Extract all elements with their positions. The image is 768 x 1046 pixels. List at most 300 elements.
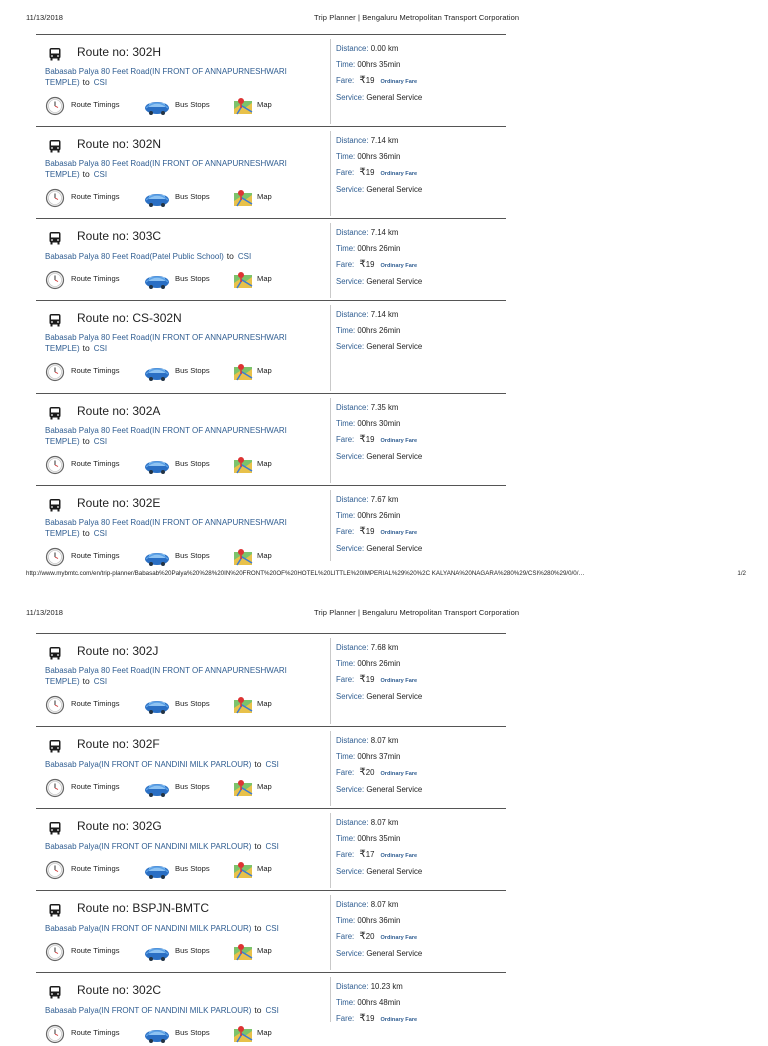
bus-icon (48, 498, 62, 512)
fare-value: 19 (365, 259, 375, 269)
distance-label: Distance: (336, 643, 369, 652)
map-label: Map (257, 366, 272, 375)
fare-type: Ordinary Fare (380, 78, 418, 85)
time-row (336, 149, 504, 165)
bus-stops-label: Bus Stops (175, 551, 210, 560)
service-value: General Service (366, 341, 423, 351)
time-row (336, 241, 504, 257)
fare-label: Fare: (336, 434, 355, 444)
route-details (336, 897, 504, 962)
fare-type: Ordinary Fare (380, 852, 418, 859)
bus-icon (48, 231, 62, 245)
distance-label: Distance: (336, 136, 369, 145)
rupee-symbol: ₹ (359, 1012, 366, 1024)
distance-row (336, 492, 504, 508)
route-description (45, 666, 335, 687)
service-row (336, 946, 504, 962)
service-label: Service: (336, 949, 365, 959)
route-details (336, 492, 504, 557)
route-number: Route no: 303C (77, 229, 162, 243)
fare-row (336, 165, 504, 183)
service-label: Service: (336, 277, 365, 287)
map-label: Map (257, 192, 272, 201)
distance-row (336, 133, 504, 149)
distance-value: 10.23 km (370, 982, 403, 991)
clock-icon (45, 695, 65, 717)
distance-value: 8.07 km (370, 900, 399, 909)
origin-stop[interactable]: Babasab Palya 80 Feet Road(Patel Public School) (45, 252, 224, 261)
bus-stop-icon (143, 1024, 171, 1046)
distance-row (336, 400, 504, 416)
bus-stops-label: Bus Stops (175, 366, 210, 375)
time-value: 00hrs 35min (357, 59, 401, 69)
time-row (336, 508, 504, 524)
fare-row (336, 524, 504, 542)
origin-stop[interactable]: Babasab Palya(IN FRONT OF NANDINI MILK PARLOUR) (45, 924, 252, 933)
route-number: Route no: BSPJN-BMTC (77, 901, 210, 915)
bus-stop-icon (143, 188, 171, 210)
destination-stop[interactable]: CSI (93, 529, 108, 538)
origin-stop[interactable]: Babasab Palya(IN FRONT OF NANDINI MILK PARLOUR) (45, 1006, 252, 1015)
destination-stop[interactable]: CSI (93, 344, 108, 353)
time-label: Time: (336, 658, 356, 668)
distance-value: 7.14 km (370, 136, 399, 145)
service-row (336, 782, 504, 798)
map-label: Map (257, 864, 272, 873)
to-label: to (254, 923, 262, 933)
distance-value: 7.35 km (370, 403, 399, 412)
route-details (336, 733, 504, 798)
map-icon (233, 455, 253, 477)
distance-value: 7.68 km (370, 643, 399, 652)
fare-type: Ordinary Fare (380, 262, 418, 269)
time-label: Time: (336, 510, 356, 520)
fare-value: 19 (365, 75, 375, 85)
destination-stop[interactable]: CSI (265, 1006, 279, 1015)
time-row (336, 831, 504, 847)
bus-stops-label: Bus Stops (175, 946, 210, 955)
clock-icon (45, 270, 65, 292)
route-timings-label: Route Timings (71, 366, 120, 375)
route-links (45, 96, 335, 116)
route-timings-label: Route Timings (71, 459, 120, 468)
fare-row (336, 929, 504, 947)
column-divider (330, 398, 331, 483)
map-icon (233, 1024, 253, 1046)
route-summary (36, 301, 330, 393)
distance-label: Distance: (336, 403, 369, 412)
service-label: Service: (336, 692, 365, 702)
to-label: to (82, 77, 90, 87)
route-description (45, 251, 335, 262)
distance-row (336, 640, 504, 656)
time-row (336, 995, 504, 1011)
origin-stop[interactable]: Babasab Palya(IN FRONT OF NANDINI MILK PARLOUR) (45, 760, 252, 769)
route-timings-label: Route Timings (71, 699, 120, 708)
fare-type: Ordinary Fare (380, 677, 418, 684)
clock-icon (45, 778, 65, 800)
service-value: General Service (366, 867, 423, 877)
bus-stops-label: Bus Stops (175, 192, 210, 201)
destination-stop[interactable]: CSI (265, 842, 279, 851)
bus-stops-label: Bus Stops (175, 274, 210, 283)
rupee-symbol: ₹ (359, 525, 366, 537)
to-label: to (254, 1005, 262, 1015)
bus-icon (48, 903, 62, 917)
bus-stops-label: Bus Stops (175, 1028, 210, 1037)
route-links (45, 860, 335, 880)
origin-stop[interactable]: Babasab Palya 80 Feet Road(IN FRONT OF ANNAPURNESHWARI TEMPLE) (45, 666, 287, 686)
route-details (336, 41, 504, 106)
route-card (36, 726, 506, 808)
route-description (45, 67, 335, 88)
route-timings-label: Route Timings (71, 782, 120, 791)
route-links (45, 455, 335, 475)
destination-stop[interactable]: CSI (93, 78, 108, 87)
page-header (26, 13, 742, 25)
service-row (336, 541, 504, 557)
column-divider (330, 490, 331, 561)
route-description (45, 759, 335, 770)
time-row (336, 656, 504, 672)
route-description (45, 426, 335, 447)
map-icon (233, 695, 253, 717)
rupee-symbol: ₹ (359, 258, 366, 270)
fare-row (336, 1011, 504, 1029)
time-value: 00hrs 26min (357, 658, 401, 668)
to-label: to (82, 528, 90, 538)
map-icon (233, 96, 253, 118)
service-row (336, 90, 504, 106)
route-summary (36, 809, 330, 890)
map-label: Map (257, 274, 272, 283)
origin-stop[interactable]: Babasab Palya 80 Feet Road(IN FRONT OF ANNAPURNESHWARI TEMPLE) (45, 159, 287, 179)
route-timings-label: Route Timings (71, 100, 120, 109)
fare-type: Ordinary Fare (380, 437, 418, 444)
route-links (45, 778, 335, 798)
origin-stop[interactable]: Babasab Palya 80 Feet Road(IN FRONT OF ANNAPURNESHWARI TEMPLE) (45, 518, 287, 538)
distance-row (336, 307, 504, 323)
bus-icon (48, 646, 62, 660)
distance-label: Distance: (336, 228, 369, 237)
fare-label: Fare: (336, 259, 355, 269)
route-number: Route no: 302A (77, 404, 161, 418)
column-divider (330, 638, 331, 724)
route-card (36, 890, 506, 972)
time-row (336, 749, 504, 765)
time-row (336, 913, 504, 929)
to-label: to (254, 759, 262, 769)
clock-icon (45, 1024, 65, 1046)
destination-stop[interactable]: CSI (237, 252, 252, 261)
bus-stop-icon (143, 455, 171, 477)
route-description (45, 923, 335, 934)
fare-value: 20 (365, 931, 375, 941)
destination-stop[interactable]: CSI (93, 170, 108, 179)
to-label: to (82, 169, 90, 179)
column-divider (330, 39, 331, 124)
bus-stop-icon (143, 362, 171, 384)
time-value: 00hrs 26min (357, 510, 401, 520)
distance-value: 8.07 km (370, 818, 399, 827)
distance-row (336, 225, 504, 241)
fare-value: 19 (365, 434, 375, 444)
route-summary (36, 219, 330, 300)
route-summary (36, 727, 330, 808)
service-label: Service: (336, 452, 365, 462)
service-value: General Service (366, 185, 423, 195)
to-label: to (82, 436, 90, 446)
print-date: 11/13/2018 (26, 608, 63, 617)
route-number: Route no: 302N (77, 137, 162, 151)
distance-value: 8.07 km (370, 736, 399, 745)
time-value: 00hrs 48min (357, 997, 401, 1007)
fare-type: Ordinary Fare (380, 934, 418, 941)
service-row (336, 182, 504, 198)
clock-icon (45, 860, 65, 882)
time-label: Time: (336, 59, 356, 69)
rupee-symbol: ₹ (359, 74, 366, 86)
clock-icon (45, 455, 65, 477)
route-card (36, 393, 506, 485)
fare-label: Fare: (336, 1013, 355, 1023)
fare-row (336, 257, 504, 275)
route-card (36, 34, 506, 126)
distance-label: Distance: (336, 495, 369, 504)
map-icon (233, 778, 253, 800)
print-date: 11/13/2018 (26, 13, 63, 22)
page-number: 1/2 (737, 570, 746, 577)
fare-value: 17 (365, 849, 375, 859)
route-number: Route no: 302J (77, 644, 159, 658)
distance-row (336, 41, 504, 57)
bus-stops-label: Bus Stops (175, 864, 210, 873)
bus-stop-icon (143, 96, 171, 118)
fare-value: 19 (365, 526, 375, 536)
bus-stop-icon (143, 778, 171, 800)
service-value: General Service (366, 452, 423, 462)
route-number: Route no: 302E (77, 496, 161, 510)
fare-row (336, 765, 504, 783)
route-number: Route no: 302G (77, 819, 162, 833)
map-label: Map (257, 551, 272, 560)
route-details (336, 815, 504, 880)
time-value: 00hrs 26min (357, 243, 401, 253)
time-label: Time: (336, 997, 356, 1007)
route-summary (36, 127, 330, 218)
bus-stop-icon (143, 547, 171, 569)
route-card (36, 808, 506, 890)
service-row (336, 449, 504, 465)
route-details (336, 400, 504, 465)
rupee-symbol: ₹ (359, 766, 366, 778)
distance-row (336, 815, 504, 831)
fare-label: Fare: (336, 931, 355, 941)
distance-label: Distance: (336, 900, 369, 909)
time-label: Time: (336, 243, 356, 253)
route-links (45, 362, 335, 382)
distance-value: 7.67 km (370, 495, 399, 504)
time-label: Time: (336, 833, 356, 843)
route-description (45, 518, 335, 539)
route-summary (36, 394, 330, 485)
route-number: Route no: 302F (77, 737, 160, 751)
time-label: Time: (336, 915, 356, 925)
distance-value: 7.14 km (370, 228, 399, 237)
distance-label: Distance: (336, 736, 369, 745)
route-details (336, 225, 504, 290)
service-label: Service: (336, 341, 365, 351)
service-label: Service: (336, 867, 365, 877)
service-value: General Service (366, 949, 423, 959)
route-summary (36, 35, 330, 126)
map-icon (233, 942, 253, 964)
map-label: Map (257, 100, 272, 109)
distance-row (336, 979, 504, 995)
service-value: General Service (366, 93, 423, 103)
column-divider (330, 731, 331, 806)
bus-icon (48, 821, 62, 835)
route-card (36, 972, 506, 1037)
map-icon (233, 547, 253, 569)
time-label: Time: (336, 418, 356, 428)
route-timings-label: Route Timings (71, 1028, 120, 1037)
service-row (336, 864, 504, 880)
route-description (45, 333, 335, 354)
route-links (45, 695, 335, 715)
bus-stop-icon (143, 860, 171, 882)
bus-stop-icon (143, 695, 171, 717)
route-description (45, 159, 335, 180)
route-summary (36, 486, 330, 563)
rupee-symbol: ₹ (359, 930, 366, 942)
column-divider (330, 813, 331, 888)
route-number: Route no: CS-302N (77, 311, 182, 325)
origin-stop[interactable]: Babasab Palya 80 Feet Road(IN FRONT OF ANNAPURNESHWARI TEMPLE) (45, 67, 287, 87)
route-description (45, 841, 335, 852)
fare-value: 19 (365, 1013, 375, 1023)
bus-icon (48, 313, 62, 327)
origin-stop[interactable]: Babasab Palya(IN FRONT OF NANDINI MILK PARLOUR) (45, 842, 252, 851)
route-details (336, 640, 504, 705)
route-summary (36, 891, 330, 972)
bus-icon (48, 985, 62, 999)
fare-row (336, 73, 504, 91)
destination-stop[interactable]: CSI (265, 924, 279, 933)
bus-stops-label: Bus Stops (175, 699, 210, 708)
bus-icon (48, 47, 62, 61)
fare-row (336, 847, 504, 865)
route-summary (36, 973, 330, 1037)
route-description (45, 1005, 335, 1016)
map-icon (233, 270, 253, 292)
route-card (36, 126, 506, 218)
fare-label: Fare: (336, 75, 355, 85)
route-details (336, 307, 504, 354)
fare-row (336, 672, 504, 690)
service-value: General Service (366, 277, 423, 287)
page-title: Trip Planner | Bengaluru Metropolitan Transport Corporation (314, 608, 520, 617)
bus-icon (48, 139, 62, 153)
map-label: Map (257, 782, 272, 791)
fare-type: Ordinary Fare (380, 1016, 418, 1023)
map-icon (233, 362, 253, 384)
distance-label: Distance: (336, 982, 369, 991)
service-value: General Service (366, 544, 423, 554)
time-value: 00hrs 36min (357, 915, 401, 925)
clock-icon (45, 96, 65, 118)
clock-icon (45, 942, 65, 964)
service-label: Service: (336, 185, 365, 195)
fare-label: Fare: (336, 674, 355, 684)
to-label: to (226, 251, 234, 261)
fare-row (336, 432, 504, 450)
distance-label: Distance: (336, 310, 369, 319)
bus-stops-label: Bus Stops (175, 100, 210, 109)
route-details (336, 133, 504, 198)
page-title: Trip Planner | Bengaluru Metropolitan Transport Corporation (314, 13, 520, 22)
page-footer (26, 570, 746, 580)
route-links (45, 270, 335, 290)
route-links (45, 942, 335, 962)
route-summary (36, 634, 330, 726)
distance-value: 7.14 km (370, 310, 399, 319)
service-value: General Service (366, 785, 423, 795)
route-card (36, 485, 506, 563)
time-label: Time: (336, 751, 356, 761)
bus-stop-icon (143, 270, 171, 292)
time-label: Time: (336, 325, 356, 335)
service-label: Service: (336, 785, 365, 795)
destination-stop[interactable]: CSI (93, 677, 108, 686)
origin-stop[interactable]: Babasab Palya 80 Feet Road(IN FRONT OF ANNAPURNESHWARI TEMPLE) (45, 333, 287, 353)
page-header-2 (26, 608, 742, 620)
time-value: 00hrs 26min (357, 325, 401, 335)
time-label: Time: (336, 151, 356, 161)
time-value: 00hrs 36min (357, 151, 401, 161)
clock-icon (45, 547, 65, 569)
fare-type: Ordinary Fare (380, 170, 418, 177)
fare-value: 19 (365, 167, 375, 177)
bus-icon (48, 406, 62, 420)
rupee-symbol: ₹ (359, 848, 366, 860)
to-label: to (82, 676, 90, 686)
fare-type: Ordinary Fare (380, 529, 418, 536)
destination-stop[interactable]: CSI (265, 760, 279, 769)
time-row (336, 57, 504, 73)
distance-label: Distance: (336, 44, 369, 53)
route-card (36, 300, 506, 393)
clock-icon (45, 188, 65, 210)
service-row (336, 689, 504, 705)
distance-label: Distance: (336, 818, 369, 827)
destination-stop[interactable]: CSI (93, 437, 108, 446)
route-timings-label: Route Timings (71, 192, 120, 201)
column-divider (330, 895, 331, 970)
map-label: Map (257, 1028, 272, 1037)
fare-value: 19 (365, 674, 375, 684)
rupee-symbol: ₹ (359, 166, 366, 178)
column-divider (330, 977, 331, 1022)
clock-icon (45, 362, 65, 384)
map-label: Map (257, 946, 272, 955)
route-card (36, 218, 506, 300)
origin-stop[interactable]: Babasab Palya 80 Feet Road(IN FRONT OF ANNAPURNESHWARI TEMPLE) (45, 426, 287, 446)
fare-label: Fare: (336, 526, 355, 536)
route-timings-label: Route Timings (71, 551, 120, 560)
bus-icon (48, 739, 62, 753)
time-row (336, 323, 504, 339)
